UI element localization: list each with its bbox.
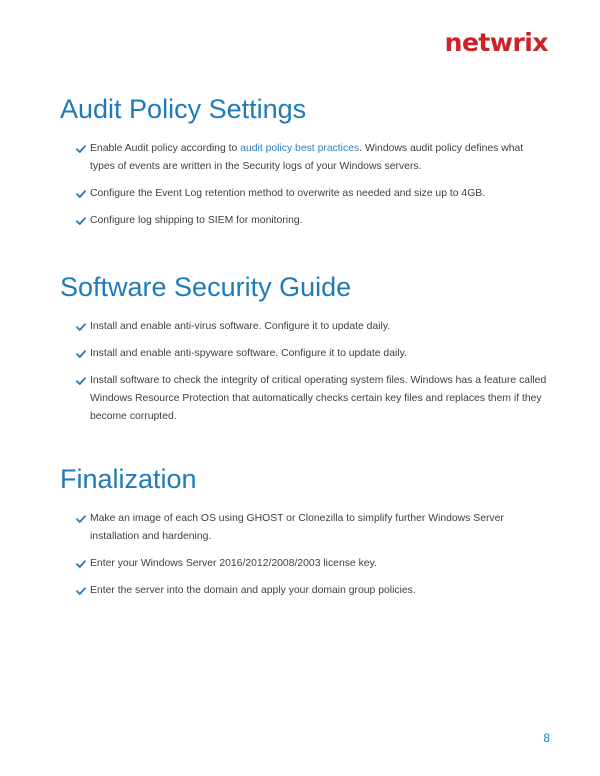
checklist-item [76, 345, 550, 363]
checklist-item [76, 372, 550, 426]
checkmark-icon [76, 559, 86, 569]
item-text: Configure the Event Log retention method to overwrite as needed and size up to 4GB. [90, 188, 486, 199]
section-heading: Software Security Guide [60, 272, 352, 302]
checkmark-icon [76, 349, 86, 359]
checkmark-icon [76, 376, 86, 386]
section-heading: Audit Policy Settings [60, 94, 307, 124]
checklist-item [76, 510, 550, 546]
item-text: Install and enable anti-virus software. Configure it to update daily. [90, 321, 391, 332]
item-text: Install and enable anti-spyware software. Configure it to update daily. [90, 348, 407, 359]
item-text: Make an image of each OS using GHOST or Clonezilla to simplify further Windows Server installation and hardening. [90, 513, 504, 542]
checklist-item [76, 185, 550, 203]
checklist-item [76, 555, 550, 573]
item-text: Enter the server into the domain and apply your domain group policies. [90, 585, 416, 596]
checkmark-icon [76, 189, 86, 199]
checkmark-icon [76, 586, 86, 596]
checklist [60, 140, 550, 230]
item-text: Configure log shipping to SIEM for monitoring. [90, 215, 303, 226]
checklist [60, 318, 550, 426]
checklist-item [76, 140, 550, 176]
section-heading: Finalization [60, 464, 197, 494]
section-audit-policy-settings [60, 92, 550, 239]
checkmark-icon [76, 514, 86, 524]
checkmark-icon [76, 322, 86, 332]
item-text: Enter your Windows Server 2016/2012/2008/2003 license key. [90, 558, 377, 569]
checklist-item [76, 318, 550, 336]
checkmark-icon [76, 216, 86, 226]
checklist-item [76, 582, 550, 600]
netwrix-logo: netwrix [444, 28, 548, 57]
checkmark-icon [76, 144, 86, 154]
section-software-security-guide [60, 270, 550, 435]
page-number: 8 [543, 731, 550, 745]
item-text-after-link: . Windows audit policy defines what types of events are written in the Security logs of your Windows servers. [90, 143, 524, 172]
item-text: Install software to check the integrity of critical operating system files. Windows has a feature called Windows Resource Protection that automatically checks certain key files and replaces them if they become corrupted. [90, 375, 547, 422]
checklist-item [76, 212, 550, 230]
section-finalization [60, 462, 550, 609]
checklist [60, 510, 550, 600]
item-text-before-link: Enable Audit policy according to [90, 143, 241, 154]
audit-policy-best-practices-link[interactable]: audit policy best practices [240, 143, 360, 154]
